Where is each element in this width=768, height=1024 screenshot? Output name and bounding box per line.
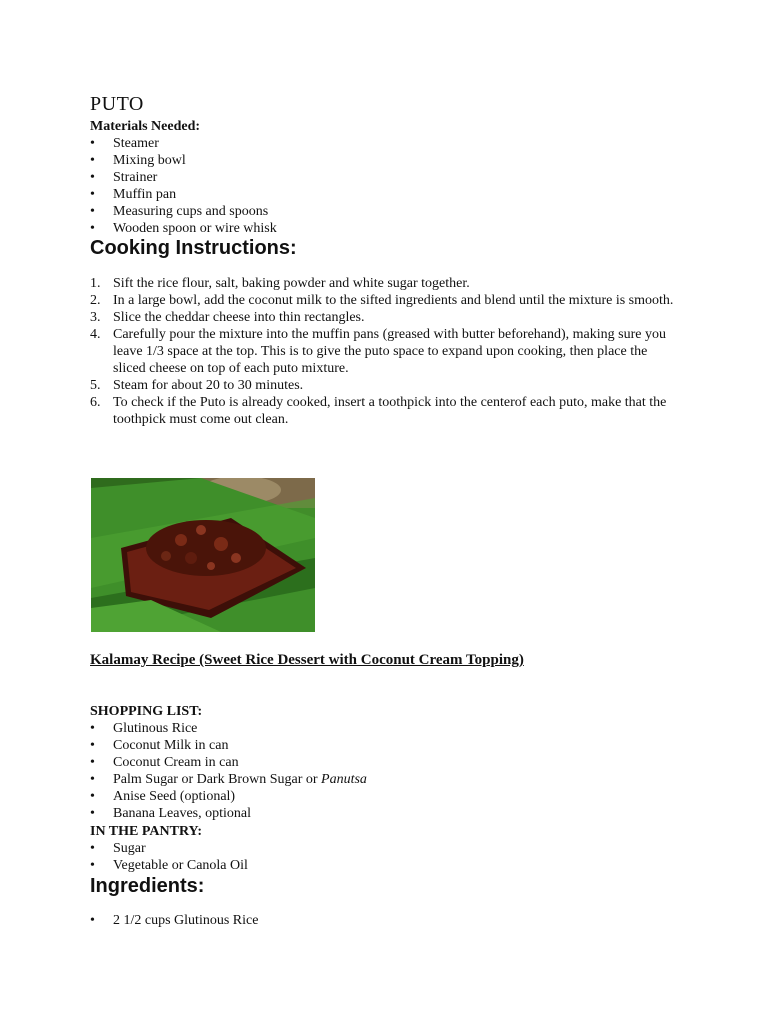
list-item xyxy=(90,275,680,292)
shopping-list xyxy=(90,720,730,822)
list-item xyxy=(90,309,680,326)
kalamay-photo xyxy=(91,478,315,632)
list-item xyxy=(90,292,680,309)
list-item: • Glutinous Rice xyxy=(90,720,730,737)
step-text: Slice the cheddar cheese into thin rectangles. xyxy=(113,310,365,325)
step-text: Carefully pour the mixture into the muffin pans (greased with butter beforehand), making sure you leave 1/3 space at the top. This is to give the puto space to expand upon cooking, then place the sliced cheese on top of each puto mixture. xyxy=(113,327,666,376)
materials-list xyxy=(90,135,730,237)
step-number: 5. xyxy=(90,378,101,393)
panutsa-text: Panutsa xyxy=(321,772,367,787)
list-item: • Muffin pan xyxy=(90,186,730,203)
pantry-heading: IN THE PANTRY: xyxy=(90,824,203,839)
step-text: In a large bowl, add the coconut milk to the sifted ingredients and blend until the mixture is smooth. xyxy=(113,293,674,308)
step-number: 3. xyxy=(90,310,101,325)
list-item xyxy=(90,326,680,377)
list-item: • Vegetable or Canola Oil xyxy=(90,857,730,874)
list-item: • Wooden spoon or wire whisk xyxy=(90,220,730,237)
cooking-heading: Cooking Instructions: xyxy=(90,237,297,259)
list-item: • Measuring cups and spoons xyxy=(90,203,730,220)
step-number: 2. xyxy=(90,293,101,308)
step-number: 6. xyxy=(90,395,101,410)
list-item: • Sugar xyxy=(90,840,730,857)
list-item: • Mixing bowl xyxy=(90,152,730,169)
list-item xyxy=(90,771,730,788)
shopping-heading: SHOPPING LIST: xyxy=(90,704,203,719)
step-text: Sift the rice flour, salt, baking powder and white sugar together. xyxy=(113,276,470,291)
step-text: To check if the Puto is already cooked, insert a toothpick into the centerof each puto, make that the toothpick must come out clean. xyxy=(113,395,667,427)
list-item: • Steamer xyxy=(90,135,730,152)
list-item: • 2 1/2 cups Glutinous Rice xyxy=(90,912,730,929)
page-title: PUTO xyxy=(90,93,144,115)
list-item xyxy=(90,377,680,394)
list-item xyxy=(90,394,680,428)
materials-heading: Materials Needed: xyxy=(90,119,201,134)
list-item: • Coconut Milk in can xyxy=(90,737,730,754)
step-number: 1. xyxy=(90,276,101,291)
list-item: • Coconut Cream in can xyxy=(90,754,730,771)
cooking-steps xyxy=(90,275,680,428)
list-item: • Anise Seed (optional) xyxy=(90,788,730,805)
kalamay-recipe-title: Kalamay Recipe (Sweet Rice Dessert with Coconut Cream Topping) xyxy=(90,652,524,668)
ingredients-heading: Ingredients: xyxy=(90,875,205,897)
pantry-list xyxy=(90,840,730,874)
palm-sugar-text: Palm Sugar or Dark Brown Sugar or xyxy=(113,772,322,787)
list-item: • Banana Leaves, optional xyxy=(90,805,730,822)
ingredients-list xyxy=(90,912,730,929)
step-number: 4. xyxy=(90,327,101,342)
step-text: Steam for about 20 to 30 minutes. xyxy=(113,378,304,393)
list-item: • Strainer xyxy=(90,169,730,186)
